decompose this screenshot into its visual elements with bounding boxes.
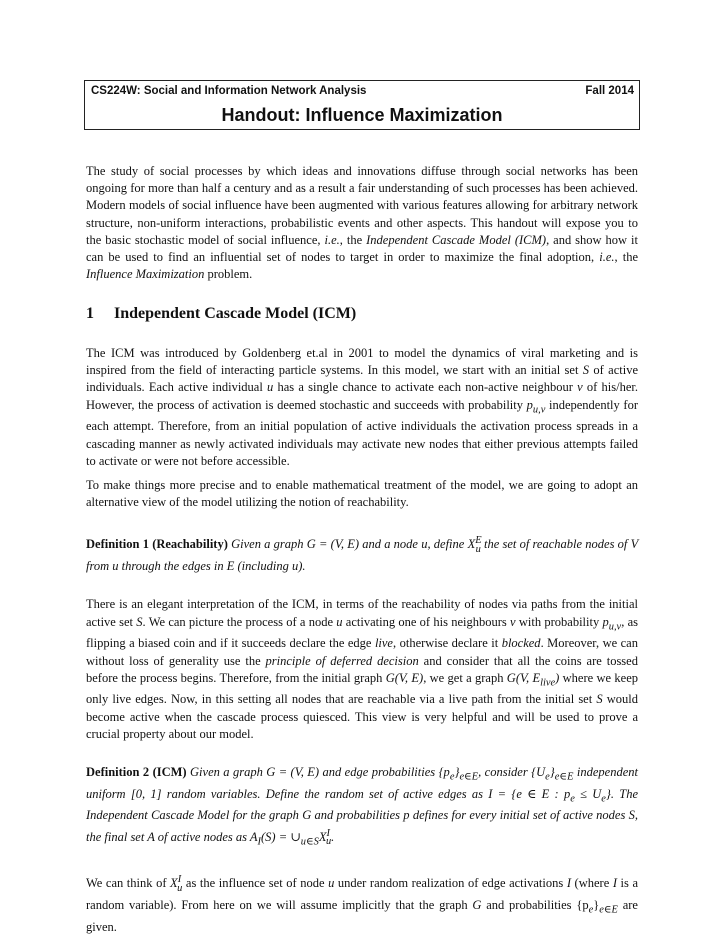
section-heading xyxy=(86,305,356,323)
course-name: CS224W: Social and Information Network Analysis xyxy=(91,85,367,97)
paragraph-reachability-intro: To make things more precise and to enable mathematical treatment of the model, we are going to adopt an alternative view of the model utilizing the notion of reachability. xyxy=(86,477,638,510)
section-title-text: Independent Cascade Model (ICM) xyxy=(114,305,357,322)
section-body xyxy=(86,345,638,936)
section-number: 1 xyxy=(86,305,94,322)
handout-title: Handout: Influence Maximization xyxy=(221,105,503,125)
paragraph-live-edges: There is an elegant interpretation of the ICM, in terms of the reachability of nodes via paths from the initial active set S. We can picture the process of a node u activating one of his neighbours v with probability $p_{u,v}$, as flipping a biased coin and if it succeeds declare the edge live, otherwise declare it blocked. Moreover, we can without loss of generality use the principle of deferred decision and consider that all the coins are tossed before the process begins. Therefore, from the initial graph G(V, E), we get a graph G(V, $E_{live}$) where we keep only live edges. Now, in this setting all nodes that are reachable via a live path from the initial set S would become active when the cascade process quiesced. This view is very helpful and will be used to prove a crucial property about our model. xyxy=(86,597,639,741)
intro-paragraph: The study of social processes by which ideas and innovations diffuse through social networks has been ongoing for more than half a century and as a result a fair understanding of such processes has been achieved. Modern models of social influence have been augmented with various features allowing for arbitrary network structure, non-uniform interactions, probabilistic events and other aspects. This handout will expose you to the basic stochastic model of social influence, i.e., the Independent Cascade Model (ICM), and show how it can be used to find an influential set of nodes to target in order to maximize the final adoption, i.e., the Influence Maximization problem. xyxy=(86,164,638,282)
paragraph-icm-intro: The ICM was introduced by Goldenberg et.al in 2001 to model the dynamics of viral marketing and is inspired from the field of interacting particle systems. In this model, we start with an initial set S of active individuals. Each active individual u has a single chance to activate each non-active neighbour v of his/her. However, the process of activation is deemed stochastic and succeeds with probability $p_{u,v}$ independently for each attempt. Therefore, from an initial population of active individuals the activation process spreads in a cascading manner as newly activated individuals may activate new nodes that either previous attempts failed to activate or were not before accessible. xyxy=(86,346,638,468)
definition-2: Definition 2 (ICM) Given a graph G = (V, E) and edge probabilities $\{p_e\}_{e\in E}$, consider $\{U_e\}_{e\in E}$ independent uniform [0, 1] random variables. Define the random set of active edges as I = {e ∈ E : $p_e \le U_e$}. The Independent Cascade Model for the graph G and probabilities p defines for every initial set of active nodes S, the final set A of active nodes as $A_I(S)$ = $\cup_{u\in S}X^I_u$. xyxy=(86,765,639,848)
definition-1: Definition 1 (Reachability) Given a graph G = (V, E) and a node u, define $X^E_u$ the set of reachable nodes of V from u through the edges in E (including u). xyxy=(86,535,639,574)
handout-header xyxy=(84,80,640,130)
term-label: Fall 2014 xyxy=(585,85,634,97)
paragraph-influence-set: We can think of $X^I_u$ as the influence set of node u under random realization of edge activations I (where I is a random variable). From here on we will assume implicitly that the graph G and probabilities $\{p_e\}_{e\in E}$ are given. xyxy=(86,874,638,935)
